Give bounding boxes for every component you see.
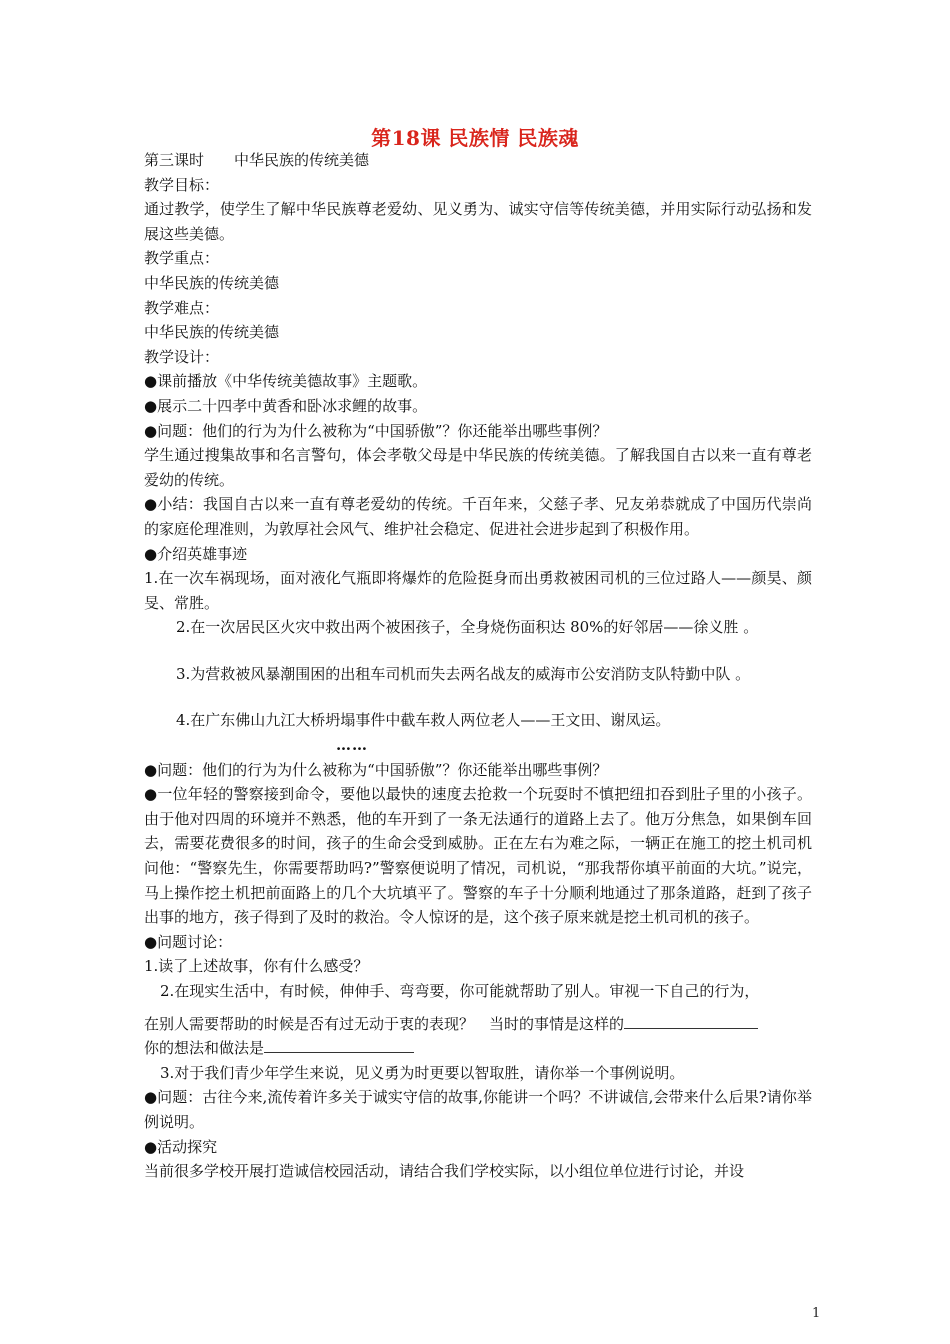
goals-text: 通过教学，使学生了解中华民族尊老爱幼、见义勇为、诚实守信等传统美德，并用实际行动弘扬和发展这些美德。 bbox=[144, 200, 812, 243]
bullet-activity-heading: ●活动探究 bbox=[144, 1137, 218, 1156]
key-points-text: 中华民族的传统美德 bbox=[144, 273, 280, 292]
discussion-item-1: 1.读了上述故事，你有什么感受？ bbox=[144, 957, 369, 976]
bullet-discussion-heading: ●问题讨论： bbox=[144, 932, 233, 951]
discussion-prompt: 在别人需要帮助的时候是否有过无动于衷的表现？ 当时的事情是这样的 bbox=[144, 1014, 625, 1033]
answer-blank[interactable] bbox=[624, 1014, 758, 1029]
spacer bbox=[144, 640, 812, 662]
answer-blank[interactable] bbox=[264, 1038, 414, 1053]
page-number: 1 bbox=[812, 1306, 821, 1321]
ellipsis: …… bbox=[336, 736, 368, 755]
spacer bbox=[144, 686, 812, 708]
bullet-question: ●问题：他们的行为为什么被称为“中国骄傲”？你还能举出哪些事例？ bbox=[144, 760, 608, 779]
lesson-title: 第18课 民族情 民族魂 bbox=[371, 126, 579, 150]
hero-item-4: 4.在广东佛山九江大桥坍塌事件中截车救人两位老人——王文田、谢凤运。 bbox=[176, 711, 671, 730]
lesson-subtitle: 第三课时 中华民族的传统美德 bbox=[144, 151, 370, 169]
hero-item-3: 3.为营救被风暴潮围困的出租车司机而失去两名战友的威海市公安消防支队特勤中队 。 bbox=[176, 664, 751, 683]
bullet-heroes-heading: ●介绍英雄事迹 bbox=[144, 544, 248, 563]
lesson-body bbox=[144, 148, 812, 1184]
activity-text: 当前很多学校开展打造诚信校园活动，请结合我们学校实际，以小组位单位进行讨论，并设 bbox=[144, 1162, 745, 1181]
hero-item-2: 2.在一次居民区火灾中救出两个被困孩子，全身烧伤面积达 80%的好邻居——徐义胜 。 bbox=[176, 618, 759, 637]
bullet-summary: ●小结：我国自古以来一直有尊老爱幼的传统。千百年来，父慈子孝、兄友弟恭就成了中国历代崇尚的家庭伦理准则，为敦厚社会风气、维护社会稳定、促进社会进步起到了积极作用。 bbox=[144, 495, 812, 538]
difficulties-text: 中华民族的传统美德 bbox=[144, 323, 280, 342]
section-heading-design: 教学设计： bbox=[144, 347, 220, 366]
bullet-item: ●展示二十四孝中黄香和卧冰求鲤的故事。 bbox=[144, 396, 428, 415]
section-heading-difficulties: 教学难点： bbox=[144, 298, 220, 317]
bullet-question: ●问题：古往今来,流传着许多关于诚实守信的故事,你能讲一个吗？不讲诚信,会带来什么后果?请你举例说明。 bbox=[144, 1088, 812, 1131]
discussion-item-2-cont bbox=[144, 1036, 812, 1061]
story-paragraph: ●一位年轻的警察接到命令，要他以最快的速度去抢救一个玩耍时不慎把纽扣吞到肚子里的小孩子。由于他对四周的环境并不熟悉，他的车开到了一条无法通行的道路上去了。他万分焦急，如果倒车回去，需要花费很多的时间，孩子的生命会受到威胁。正在左右为难之际，一辆正在施工的挖土机司机问他：“警察先生，你需要帮助吗?”警察便说明了情况，司机说，“那我帮你填平前面的大坑。”说完，马上操作挖土机把前面路上的几个大坑填平了。警察的车子十分顺利地通过了那条道路，赶到了孩子出事的地方，孩子得到了及时的救治。令人惊讶的是，这个孩子原来就是挖土机司机的孩子。 bbox=[144, 785, 812, 927]
hero-item-1: 1.在一次车祸现场，面对液化气瓶即将爆炸的危险挺身而出勇救被困司机的三位过路人——颜昊、颜旻、常胜。 bbox=[144, 569, 812, 612]
discussion-item-2: 2.在现实生活中，有时候，伸伸手、弯弯要，你可能就帮助了别人。审视一下自己的行为， bbox=[160, 982, 760, 1000]
bullet-item: ●课前播放《中华传统美德故事》主题歌。 bbox=[144, 372, 428, 391]
paragraph: 学生通过搜集故事和名言警句，体会孝敬父母是中华民族的传统美德。了解我国自古以来一直有尊老爱幼的传统。 bbox=[144, 446, 812, 489]
bullet-question: ●问题：他们的行为为什么被称为“中国骄傲”？你还能举出哪些事例？ bbox=[144, 421, 608, 440]
section-heading-key-points: 教学重点： bbox=[144, 249, 220, 268]
discussion-item-3: 3.对于我们青少年学生来说，见义勇为时更要以智取胜，请你举一个事例说明。 bbox=[160, 1063, 685, 1082]
discussion-item-2-cont bbox=[144, 1012, 812, 1037]
discussion-prompt: 你的想法和做法是 bbox=[144, 1039, 265, 1058]
spacer bbox=[144, 1004, 812, 1012]
section-heading-goals: 教学目标： bbox=[144, 175, 220, 194]
